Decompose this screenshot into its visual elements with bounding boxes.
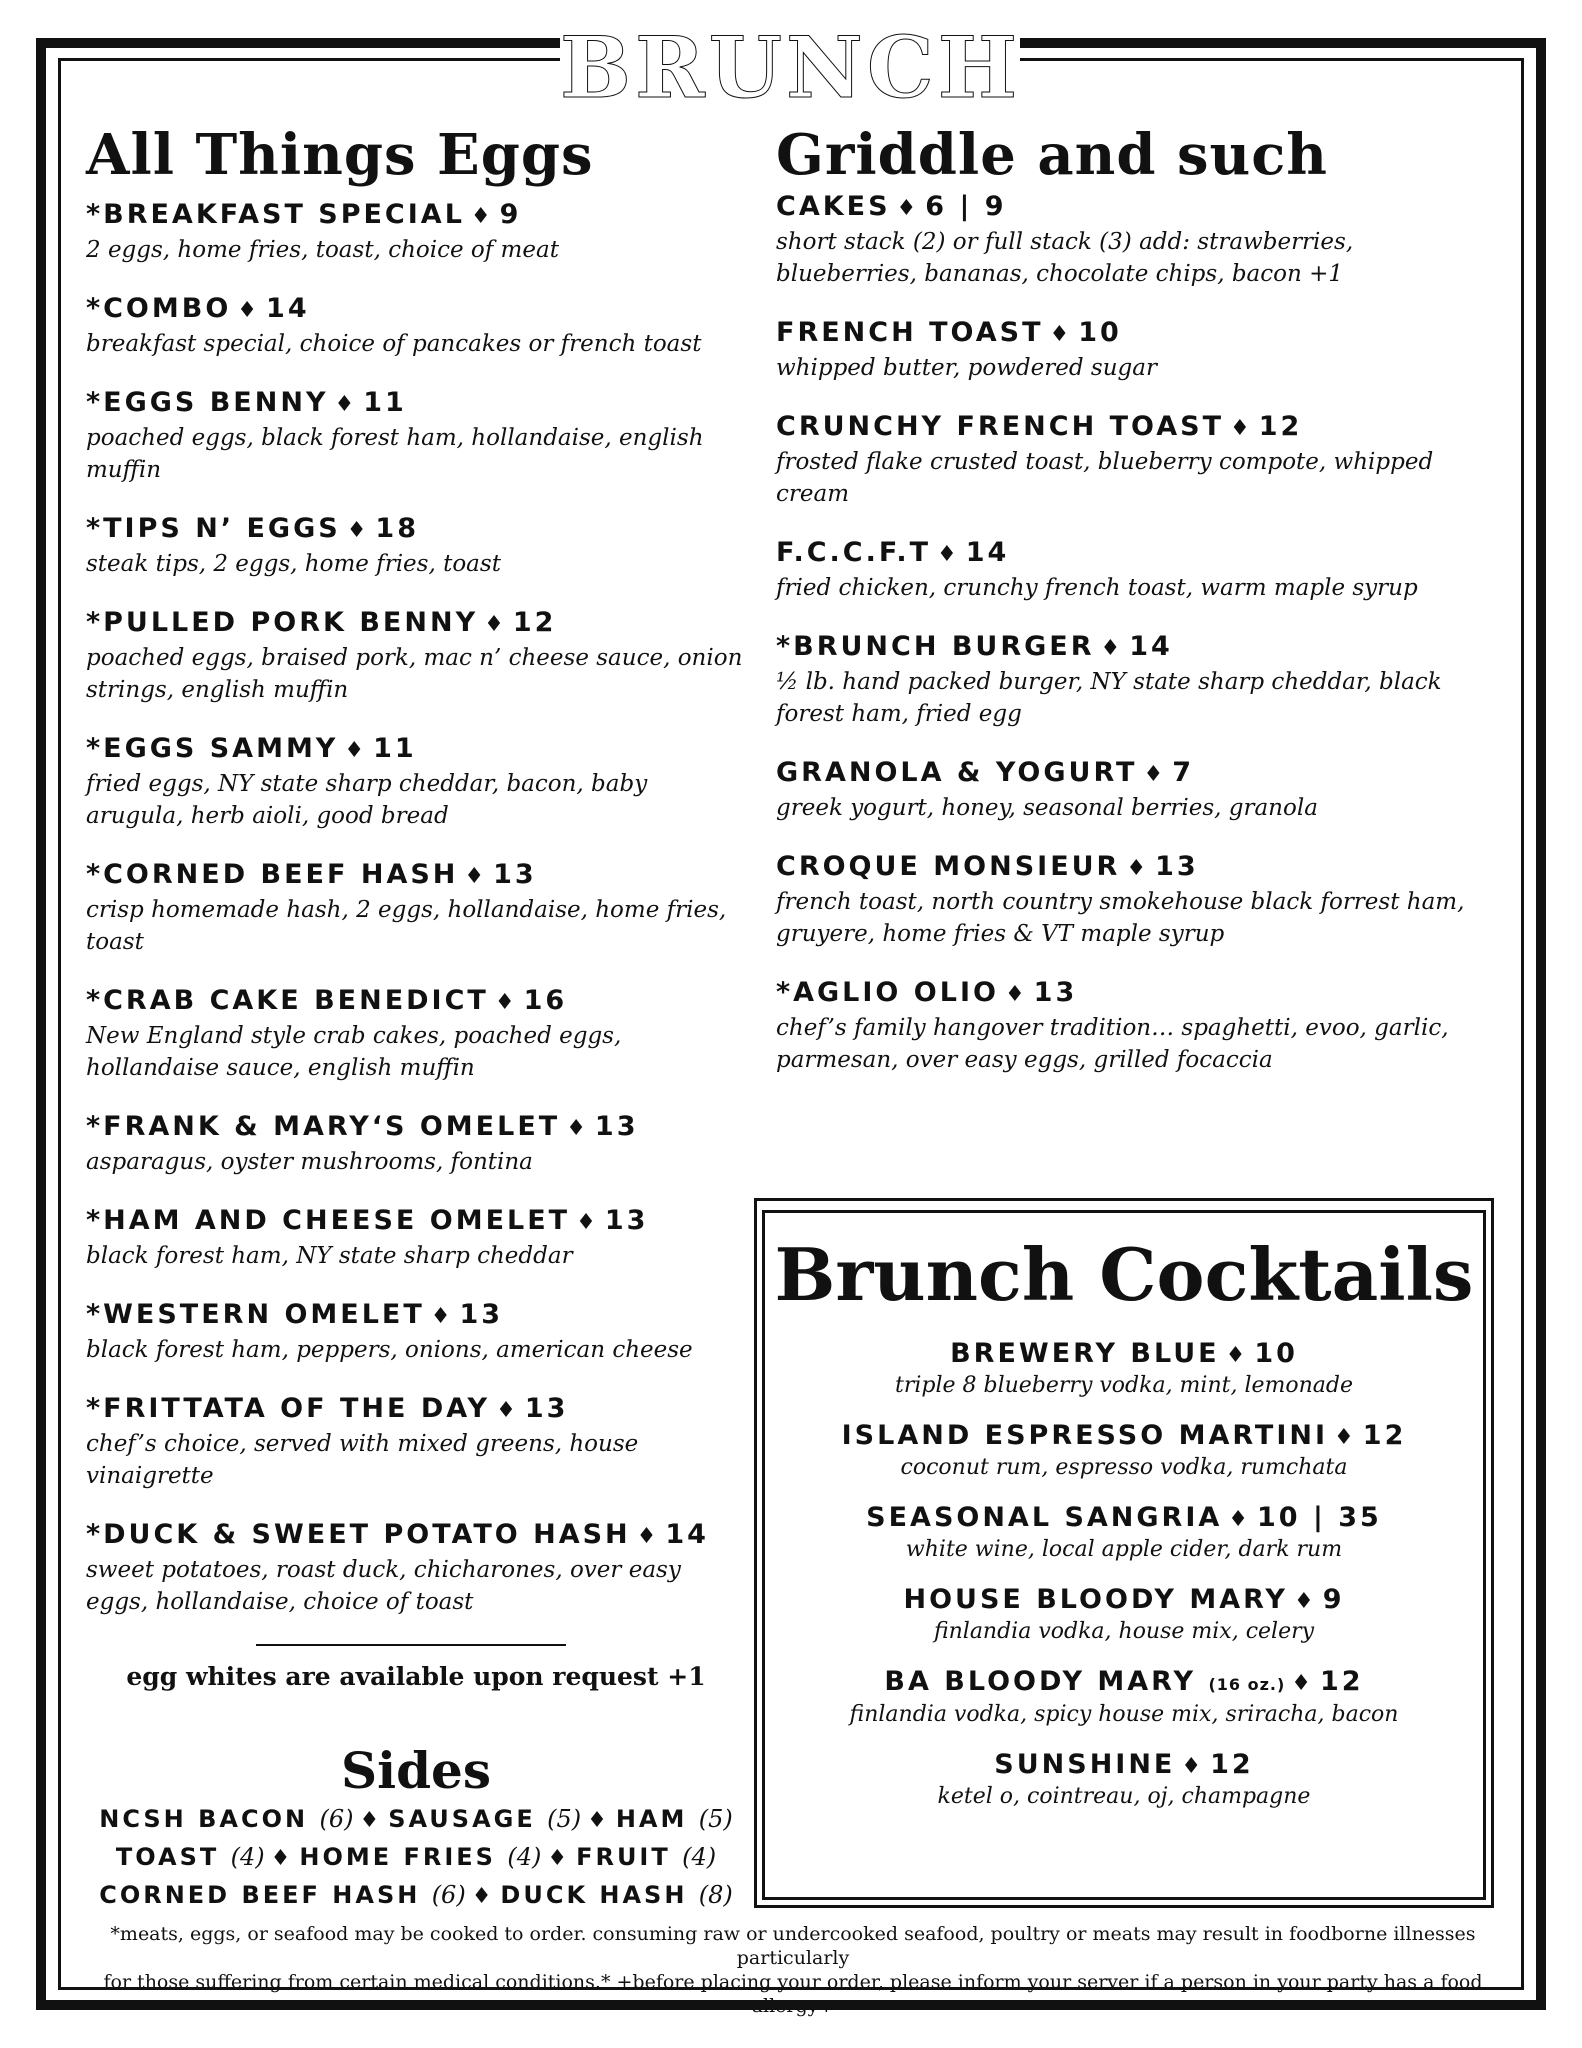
menu-item: [776, 316, 1476, 384]
menu-item-price: 10: [1078, 317, 1122, 348]
menu-item-heading: [776, 316, 1476, 352]
cocktail-name: ISLAND ESPRESSO MARTINI: [841, 1420, 1329, 1451]
menu-item-price: 14: [665, 1519, 709, 1550]
menu-item-heading: [86, 1204, 746, 1240]
menu-item-name: *FRITTATA OF THE DAY: [86, 1393, 491, 1424]
diamond-icon: ♦: [334, 392, 358, 417]
diamond-icon: ♦: [344, 738, 368, 763]
diamond-icon: ♦: [237, 298, 261, 323]
menu-item-description: crisp homemade hash, 2 eggs, hollandaise, home fries, toast: [86, 897, 727, 955]
menu-item-price: 6 | 9: [925, 191, 1007, 222]
cocktail-description: white wine, local apple cider, dark rum: [905, 1537, 1343, 1562]
side-name: DUCK HASH: [500, 1881, 688, 1909]
menu-item-heading: [776, 756, 1476, 792]
menu-item-description: whipped butter, powdered sugar: [776, 355, 1157, 381]
diamond-icon: ♦: [1334, 1425, 1357, 1450]
menu-item-name: *FRANK & MARY‘S OMELET: [86, 1111, 561, 1142]
menu-item-description: chef’s family hangover tradition… spaghetti, evoo, garlic, parmesan, over easy eggs, grilled focaccia: [776, 1015, 1449, 1073]
menu-item-heading: [86, 198, 746, 234]
menu-item-price: 13: [1155, 851, 1199, 882]
disclaimer-line: for those suffering from certain medical conditions.* +before placing your order, please inform your server if a person in your party has a food allergy+: [103, 1971, 1483, 2017]
menu-item: [776, 190, 1476, 290]
eggs-title: All Things Eggs: [86, 122, 594, 188]
side-name: TOAST: [115, 1843, 220, 1871]
cocktail-item: [770, 1749, 1478, 1811]
menu-item: [86, 1392, 746, 1492]
cocktail-item: [770, 1338, 1478, 1400]
menu-item-price: 14: [266, 293, 310, 324]
menu-item: [86, 858, 746, 958]
brunch-logo: [560, 18, 1020, 118]
side-price: (4): [507, 1843, 542, 1871]
logo-text: BRUNCH: [560, 18, 1022, 117]
cocktail-price: 12: [1210, 1749, 1254, 1780]
disclaimer-line: *meats, eggs, or seafood may be cooked to order. consuming raw or undercooked seafood, poultry or meats may result in foodborne illnesses particularly: [110, 1923, 1476, 1969]
menu-item: [86, 984, 746, 1084]
cocktail-heading: [770, 1749, 1478, 1783]
menu-item-description: chef’s choice, served with mixed greens, house vinaigrette: [86, 1431, 639, 1489]
griddle-section: [776, 120, 1476, 1102]
eggs-section: [86, 120, 746, 1915]
cocktail-name: HOUSE BLOODY MARY: [903, 1584, 1288, 1615]
menu-item-price: 13: [1033, 977, 1078, 1008]
menu-item-price: 14: [965, 537, 1010, 568]
menu-item-description: french toast, north country smokehouse black forrest ham, gruyere, home fries & VT maple syrup: [776, 889, 1465, 947]
menu-item-price: 9: [499, 199, 522, 230]
cocktail-heading: [770, 1666, 1478, 1701]
cocktail-heading: [770, 1502, 1478, 1536]
menu-item-name: *WESTERN OMELET: [86, 1299, 425, 1330]
cocktail-price: 12: [1362, 1420, 1407, 1451]
menu-item-name: *EGGS SAMMY: [86, 733, 339, 764]
diamond-icon: ♦: [566, 1116, 589, 1141]
menu-item-name: *CORNED BEEF HASH: [86, 859, 459, 890]
diamond-icon: ♦: [1143, 762, 1167, 787]
cocktail-name: SUNSHINE: [994, 1749, 1176, 1780]
diamond-icon: ♦: [270, 1846, 294, 1871]
cocktail-item: [770, 1420, 1478, 1482]
menu-item-name: GRANOLA & YOGURT: [776, 757, 1138, 788]
cocktail-description: coconut rum, espresso vodka, rumchata: [900, 1455, 1348, 1480]
cocktail-heading: [770, 1584, 1478, 1618]
menu-item-price: 11: [363, 387, 407, 418]
menu-item-heading: [86, 1518, 746, 1554]
cocktails-title: Brunch Cocktails: [774, 1232, 1474, 1317]
menu-item: [776, 850, 1476, 950]
menu-item-description: fried chicken, crunchy french toast, warm maple syrup: [776, 575, 1418, 601]
menu-item-price: 13: [604, 1205, 649, 1236]
cocktails-section: [770, 1230, 1478, 1831]
cocktail-description: triple 8 blueberry vodka, mint, lemonade: [894, 1373, 1353, 1398]
menu-item-price: 14: [1129, 631, 1173, 662]
cocktail-size: (16 oz.): [1208, 1675, 1286, 1694]
side-price: (4): [230, 1843, 265, 1871]
menu-item-description: breakfast special, choice of pancakes or french toast: [86, 331, 702, 357]
menu-item-heading: [86, 1298, 746, 1334]
menu-item-description: black forest ham, NY state sharp cheddar: [86, 1243, 573, 1269]
sides-title: Sides: [340, 1741, 492, 1800]
menu-item: [776, 410, 1476, 510]
menu-item-name: FRENCH TOAST: [776, 317, 1044, 348]
diamond-icon: ♦: [1291, 1671, 1315, 1696]
menu-item-price: 13: [524, 1393, 569, 1424]
diamond-icon: ♦: [470, 204, 494, 229]
diamond-icon: ♦: [471, 1884, 495, 1909]
menu-item-heading: [776, 976, 1476, 1012]
cocktail-item: [770, 1502, 1478, 1564]
diamond-icon: ♦: [1049, 322, 1073, 347]
side-price: (5): [698, 1805, 733, 1833]
menu-item-price: 18: [375, 513, 419, 544]
menu-item: [86, 606, 746, 706]
menu-item-name: *BREAKFAST SPECIAL: [86, 199, 465, 230]
menu-item: [86, 512, 746, 580]
menu-item-name: *BRUNCH BURGER: [776, 631, 1095, 662]
diamond-icon: ♦: [346, 518, 370, 543]
diamond-icon: ♦: [359, 1808, 383, 1833]
diamond-icon: ♦: [547, 1846, 571, 1871]
menu-item-price: 7: [1172, 757, 1194, 788]
menu-item-description: ½ lb. hand packed burger, NY state sharp cheddar, black forest ham, fried egg: [776, 669, 1442, 727]
sides-row: [86, 1801, 746, 1839]
menu-item-description: short stack (2) or full stack (3) add: strawberries, blueberries, bananas, chocolate chips, bacon +1: [776, 229, 1354, 287]
diamond-icon: ♦: [1100, 636, 1124, 661]
divider-line: [256, 1644, 566, 1646]
menu-item-description: frosted flake crusted toast, blueberry compote, whipped cream: [776, 449, 1434, 507]
griddle-item-list: [776, 190, 1476, 1076]
side-price: (4): [682, 1843, 717, 1871]
cocktail-name: BA BLOODY MARY: [884, 1666, 1197, 1697]
diamond-icon: ♦: [496, 1398, 519, 1423]
menu-item-name: *DUCK & SWEET POTATO HASH: [86, 1519, 631, 1550]
cocktail-description: ketel o, cointreau, oj, champagne: [937, 1784, 1311, 1809]
menu-item-heading: [86, 1110, 746, 1146]
menu-item-name: *CRAB CAKE BENEDICT: [86, 985, 489, 1016]
menu-item: [86, 1110, 746, 1178]
cocktail-price: 12: [1320, 1666, 1364, 1697]
menu-item-description: New England style crab cakes, poached eggs, hollandaise sauce, english muffin: [86, 1023, 622, 1081]
menu-item-name: CAKES: [776, 191, 891, 222]
side-name: HAM: [615, 1805, 688, 1833]
menu-item-heading: [776, 536, 1476, 572]
diamond-icon: ♦: [937, 542, 960, 567]
menu-item-name: *TIPS N’ EGGS: [86, 513, 341, 544]
side-name: HOME FRIES: [299, 1843, 496, 1871]
menu-item-name: *EGGS BENNY: [86, 387, 329, 418]
menu-item: [86, 1204, 746, 1272]
menu-item-heading: [776, 190, 1476, 226]
menu-item-heading: [86, 606, 746, 642]
griddle-title: Griddle and such: [776, 122, 1329, 188]
menu-item-name: CRUNCHY FRENCH TOAST: [776, 411, 1224, 442]
cocktail-description: finlandia vodka, spicy house mix, sriracha, bacon: [849, 1702, 1399, 1727]
side-price: (6): [431, 1881, 466, 1909]
diamond-icon: ♦: [576, 1210, 599, 1235]
sides-row: [86, 1839, 746, 1877]
menu-item: [86, 386, 746, 486]
menu-item: [776, 756, 1476, 824]
side-price: (5): [547, 1805, 582, 1833]
side-price: (6): [319, 1805, 354, 1833]
cocktail-price: 10 | 35: [1257, 1502, 1382, 1533]
cocktail-item: [770, 1666, 1478, 1729]
menu-item-heading: [776, 850, 1476, 886]
menu-item-description: asparagus, oyster mushrooms, fontina: [86, 1149, 533, 1175]
menu-item-price: 12: [512, 607, 557, 638]
menu-item-price: 13: [459, 1299, 504, 1330]
menu-item-price: 12: [1258, 411, 1303, 442]
menu-item-name: *COMBO: [86, 293, 232, 324]
side-name: CORNED BEEF HASH: [99, 1881, 421, 1909]
menu-item-description: sweet potatoes, roast duck, chicharones, over easy eggs, hollandaise, choice of toast: [86, 1557, 681, 1615]
sides-list: [86, 1801, 746, 1915]
menu-item-heading: [776, 410, 1476, 446]
menu-item-name: *HAM AND CHEESE OMELET: [86, 1205, 571, 1236]
sides-row: [86, 1877, 746, 1915]
menu-item-heading: [86, 1392, 746, 1428]
diamond-icon: ♦: [1225, 1343, 1249, 1368]
diamond-icon: ♦: [896, 196, 920, 221]
allergy-disclaimer: [78, 1922, 1508, 2018]
cocktail-name: SEASONAL SANGRIA: [866, 1502, 1223, 1533]
menu-item: [776, 536, 1476, 604]
cocktail-name: BREWERY BLUE: [950, 1338, 1220, 1369]
menu-item: [776, 976, 1476, 1076]
cocktail-heading: [770, 1338, 1478, 1372]
menu-item-name: *PULLED PORK BENNY: [86, 607, 479, 638]
diamond-icon: ♦: [1126, 856, 1150, 881]
side-name: SAUSAGE: [388, 1805, 536, 1833]
diamond-icon: ♦: [484, 612, 507, 637]
menu-item-price: 13: [594, 1111, 639, 1142]
menu-item-name: CROQUE MONSIEUR: [776, 851, 1121, 882]
egg-whites-note: egg whites are available upon request +1: [126, 1662, 706, 1691]
menu-item-description: 2 eggs, home fries, toast, choice of meat: [86, 237, 559, 263]
menu-item-description: fried eggs, NY state sharp cheddar, bacon, baby arugula, herb aioli, good bread: [86, 771, 648, 829]
cocktail-price: 10: [1254, 1338, 1298, 1369]
cocktail-item: [770, 1584, 1478, 1646]
menu-item-price: 11: [373, 733, 417, 764]
menu-item: [86, 292, 746, 360]
menu-item-description: poached eggs, braised pork, mac n’ cheese sauce, onion strings, english muffin: [86, 645, 743, 703]
menu-item-heading: [86, 512, 746, 548]
menu-item-description: poached eggs, black forest ham, hollandaise, english muffin: [86, 425, 704, 483]
menu-item-heading: [776, 630, 1476, 666]
menu-item-heading: [86, 386, 746, 422]
eggs-item-list: [86, 198, 746, 1618]
diamond-icon: ♦: [1004, 982, 1028, 1007]
cocktail-price: 9: [1322, 1584, 1345, 1615]
diamond-icon: ♦: [587, 1808, 610, 1833]
menu-item: [776, 630, 1476, 730]
diamond-icon: ♦: [1228, 1507, 1252, 1532]
diamond-icon: ♦: [1294, 1589, 1317, 1614]
menu-item-price: 13: [493, 859, 537, 890]
menu-item: [86, 1518, 746, 1618]
side-name: NCSH BACON: [99, 1805, 309, 1833]
diamond-icon: ♦: [464, 864, 488, 889]
menu-item: [86, 198, 746, 266]
diamond-icon: ♦: [430, 1304, 454, 1329]
diamond-icon: ♦: [494, 990, 518, 1015]
cocktail-heading: [770, 1420, 1478, 1454]
diamond-icon: ♦: [1229, 416, 1253, 441]
menu-item-price: 16: [523, 985, 568, 1016]
side-name: FRUIT: [576, 1843, 671, 1871]
menu-item-name: F.C.C.F.T: [776, 537, 932, 568]
cocktail-description: finlandia vodka, house mix, celery: [933, 1619, 1315, 1644]
menu-item-description: greek yogurt, honey, seasonal berries, granola: [776, 795, 1318, 821]
cocktail-list: [770, 1338, 1478, 1811]
menu-item-name: *AGLIO OLIO: [776, 977, 999, 1008]
menu-item-heading: [86, 858, 746, 894]
menu-item-description: steak tips, 2 eggs, home fries, toast: [86, 551, 501, 577]
menu-item-description: black forest ham, peppers, onions, american cheese: [86, 1337, 693, 1363]
menu-item-heading: [86, 732, 746, 768]
menu-item-heading: [86, 984, 746, 1020]
diamond-icon: ♦: [1181, 1754, 1205, 1779]
diamond-icon: ♦: [636, 1524, 660, 1549]
side-price: (8): [698, 1881, 733, 1909]
menu-item: [86, 1298, 746, 1366]
menu-item-heading: [86, 292, 746, 328]
menu-item: [86, 732, 746, 832]
